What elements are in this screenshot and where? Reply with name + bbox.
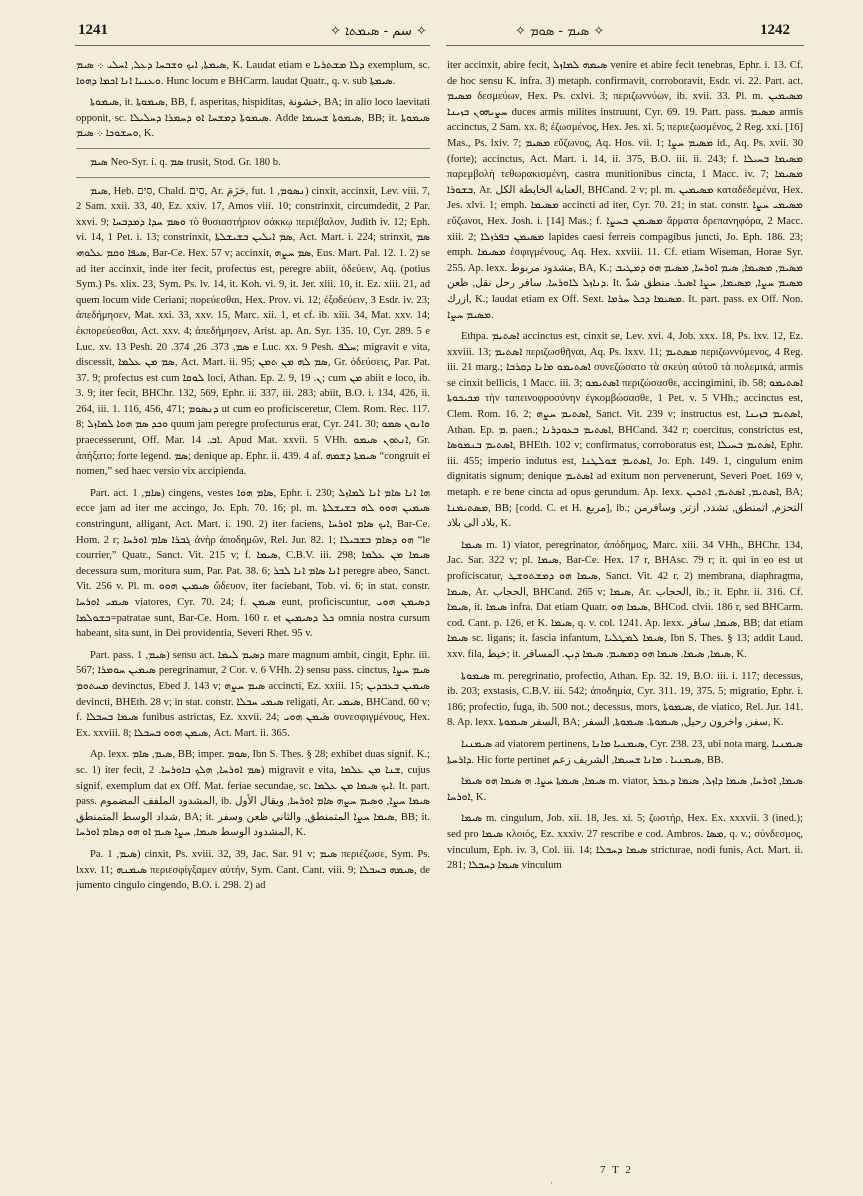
right-running-title: ✧ ܣܝܡ - ܣܘܡ ✧ bbox=[515, 24, 605, 39]
entry-paragraph: ܣܝܡܢܝܐ ad viatorem pertinens, ܣܝܡܢܝܐ ܡܐܢܐ, Cyr. 238. 23, ubi nota marg. ܣܝܡܢܝܐ ܕܐܪܚܬܐ. Hic forte pertinet ܣܝܡܢܝܐ . ܡܐܢܐ ܫܚܝܡܐ, الشريف زعم, BB. bbox=[447, 738, 803, 766]
left-running-title: ✧ سم - ܣܝܡܬܐ ✧ bbox=[330, 24, 427, 39]
right-page-number: 1242 bbox=[760, 22, 790, 38]
entry-paragraph: ܣܝܡ Neo-Syr. i. q. ܣܡ trusit, Stod. Gr. 180 b. bbox=[90, 156, 281, 168]
entry-paragraph: Pa. ܣܝܡ, 1) cinxit, Ps. xviii. 32, 39, Jac. Sar. 91 v; ܣܝܡ περιέζωσε, Sym. Ps. lxxv. 11; ܣܝܡܢܗ περιεσφίγξαμεν αὐτήν, Sym. Cant. Cant. viii. 9; ܣܝܡܗ ܒܚܒܠܐ, de jumento cingulo cingendo, B.O. i. 298. 2) ad bbox=[76, 848, 430, 892]
entry-paragraph: iter accinxit, abire fecit, ܣܝܡܗ ܠܡܐܙܠ venire et abire fecit tenebras, Ephr. i. 13. Cf. de hoc sensu K. infra. 3) metaph. confirmavit, corroboravit, Esdr. vi. 22. Part. act. ܡܣܝܡ δεσμεύων, Hex. Ps. cxlvi. 3; περιζωννύων, ib. xvii. 33. Pl. m. ܡܣܝܡܝܢ ܚܨܝܗܘܢ ܒܙܝܢܐ duces armis milites instruunt, Cyr. 69. 19. Part. pass. ܡܣܝܡ armis accinctus, 2 Sam. xx. 8; ἐζωσμένος, Hex. Jes. xi. 5; περιεζωσμένος, 2 Reg. xxi. [16] Mas., Ps. lxiv. 7; ܡܣܝܡ εὔζωνος, Aq. Hos. vii. 1; ܡܣܝܡ ܚܨܐ id., Aq. Ps. xvii. 30 (forte); accinctus, Act. Mart. i. 14, ii. 375, B.O. iii. ii. 243; f. ܡܣܝܡܐ ܒܚܝܠܐ παρεμβολὴ τεθωρακισμένη, castra munitionibus cincta, 1 Macc. iv. 7; ܡܣܝܡܐ ܒܫܘܪܐ, Ar. العناية الخايطة الكل, BHCand. 2 v; pl. m. ܡܣܝܡܝܢ καταδεδεμένα, Hex. Jes. xlvi. 1; emph. ܡܣܝܡܐ accincti ad iter, Cyr. 70. 21; in stat. constr. ܡܣܝܡܝ ܚܨܐ εὔζωνοι, Hex. Josh. i. [14] Mas.; f. ܡܣܝܡܢ ܒܚܨܐ ἅρματα δρεπανηφόρα, 2 Macc. xiii. 2; ܡܣܝܡܢ ܒܦܪܙܠܐ lapides caesi ferreis compagibus juncti, Jo. Eph. 186. 23; emph. ܡܣܝܡܐ ἐσφιγμένους, Aq. Hex. xxviii. 11. Cf. etiam Wiseman, Horae Syr. 255. Ap. lexx. مشدود مربوط, BA, K.; ܡܣܝܡ, ܡܣܝܡܐ, ܣܝܡ ܐܘܪܚܐ, ܡܣܝܡ ܗܘ ܕܡܛܝܒ ܕܢܐܙܠ ܠܐܘܪܚܐ. سافر رحل نقل, ظعن. It. ܡܣܝܡ ܚܨܐ, ܡܣܝܡܐ, ܚܨܐ ܐܣܝܪ. منطق شدّ ازرك, K.; laudat etiam ex Off. Sext. ܡܣܝܡܐ ܕܟܠ ܚܪܡܐ. It. part. pass. ex Off. Non. ܡܣܝܡ ܚܨܐ. bbox=[447, 60, 803, 321]
entry-paragraph: ܣܝܡܘܬܐ, it. ܣܝܡܘܬܐ, BB, f. asperitas, hispiditas, خشونة, BA; in alio loco laevitati opponit, sc. ܣܝܡܘܬܐ ܕܡܫܚܐ ܐܘ ܕܚܡܪܐ ܕܚܠܝܠܐ. Adde ܣܝܡܘܬܐ ܫܚܝܡܐ, BB; it. ܣܝܡܘܬܐ ܘܚܫܘܟܐ ܀ ܣܝܡ, K. bbox=[76, 97, 430, 140]
signature-mark: 7 T 2 bbox=[600, 1164, 633, 1176]
entry-paragraph: Ap. lexx. ܣܝܡ, ܣܐܡ, BB; imper. ܣܘܡ, Ibn S. Thes. § 28; exhibet duas signif. K.; sc. 1) iter fecit, ܣܡ ܐܘܪܚܐ, ܗܠܟ ܒܐܘܪܚܐ. 2) migravit e vita, ܫܢܐ ܡܢ ܥܠܡܐ, cujus signif. exemplum dat ex Off. Mat. feriae secundae, sc. ܐܝܟ ܣܝܡܐ ܡܢ ܥܠܡܐ. It. part. pass. المشدود الملفف المضموم, ib. ܣܝܡܐ ܚܨܐ, ܘܣܝܡ ܚܨܗ ܣܐܡ ܐܘܪܚܐ, ويقال الأول شداد الوسط المتمنطق, BA; it. ܣܝܡܐ ܚܨܐ المتمنطق, والثاني ظعن وسفر, BB; it. المشدود الوسط ܣܝܡܐ, ܚܨܐ ܣܝܡ ܐܘ ܗܘ ܕܣܐܡ ܐܘܪܚܐ, K. bbox=[76, 749, 430, 839]
entry-paragraph: ܣܝܡܬܐ, ܐܝܟ ܘܫܒܚܐ ܕܥܠ, ܐܚܠܝ ܀ ܣܝܡ, K. Laudat etiam e ܕܠܐ ܡܫܬܪܝܐ exemplum, sc. ܘܥܢܝܐ ܐܢܐ ܐܟܡܐ ܕܗܘܐ. Hunc locum e BHCarm. laudat Quatr., q. v. sub ܣܝܡܬܐ. bbox=[76, 60, 430, 87]
entry-paragraph: ܣܝܡܐ, ܣܝܡܬܐ ܚܨܐ. ܗ ܣܝܡܐ ܗܘ ܣܝܡܐ m. viator, ܣܝܡܐ, ܐܘܪܚܐ, ܣܝܡܐ ܕܐܙܠ, ܣܝܡܐ ܕܥܒܪ ܐܘܪܚܐ, K. bbox=[447, 776, 803, 803]
entry-paragraph: ܣܝܡܘܬܐ m. peregrinatio, profectio, Athan. Ep. 32. 19, B.O. iii. i. 117; decessus, ib. 203; exstasis, C.B.V. iii. 542; ἀποδημία, Cyr. 311. 19, 375. 5; migratio, Ephr. i. 186; profectio, fuga, ib. 500 not.; decessus, mors, ܣܝܡܘܬܐ, de viatico, Rel. Jur. 141. 8. Ap. lexx. السفر ܣܝܡܘܬܐ, BA; سفر, واخرون رحيل, ܣܝܡܘܬܐ. ܣܝܡܘܬܐ, السفر, K. bbox=[447, 670, 803, 729]
left-column bbox=[76, 58, 430, 1158]
entry-paragraph: ܣܝܡܐ m. 1) viator, peregrinator, ἀπόδημος, Marc. xiii. 34 VHh., BHChr. 134, Jac. Sar. 322 v; pl. ܣܝܡܐ, Bar-Ce. Hex. 17 r, BHAsc. 79 r; it. qui in eo est ut proficiscatur, ܣܝܡܐ ܗܘ ܕܡܫܬܘܫܛ, Sanct. Vit. 42 r. 2) membrana, diaphragma, ܣܝܡܐ, Ar. الحجاب, BHCand. 265 v; ܣܝܡܐ, Ar. الحجاب, ib.; it. Ephr. ii. 316. Cf. ܣܝܡܐ, it. ܣܝܡܐ infra. Dat etiam Quatr. ܣܝܡܐ ܗܘ, BHCod. clvii. 186 r, sed BHCarm. cod. Cant. p. 126, et K. ܣܝܡܐ, q. v. col. 1241. Ap. lexx. ܣܝܡܐ, سافر, BB; dat etiam ܣܝܡܐ sc. ligans; it. fascia infantum, ܣܝܡܐ ܠܡܛܠܝܐ, Ibn S. Thes. § 13; addit Laud. xxv. fila, خيط; it. ܣܝܡܐ, ܣܝܡܐ. ܣܝܡܐ ܗܘ ܕܡܣܝܡ. ܣܝܡܐ ܕܝܢ. المسافر, K. bbox=[447, 539, 803, 660]
right-column bbox=[447, 58, 803, 1158]
entry-paragraph: Ethpa. ܐܣܬܝܡ accinctus est, cinxit se, Lev. xvi. 4, Job. xxx. 18, Ps. lxv. 12, Ez. xxviii. 13; ܐܣܬܝܡ περιζωσθῆναι, Aq. Ps. lxxv. 11; ܡܣܬܝܡ περιζωννύμενος, 4 Reg. iii. 21 marg.; ܐܣܬܝܡܘ ܡܐܢܐ ܕܩܪܒܐ συνεζώσατο τὰ σκεύη αὐτοῦ τὰ πολεμικά, armis se cinxit bellicis, 1 Macc. iii. 3; ܐܣܬܝܡܘ περιζώσασθε, accingimini, ib. 58; ܐܣܬܝܡܘ ܡܟܝܟܘܬܐ τὴν ταπεινοφροσύνην ἐγκομβώσασθε, 1 Pet. v. 5 VHh.; accinctus est, Clem. Rom. 16. 2; ܐܣܬܝܡ ܚܨܗ, Sanct. Vit. 239 v; instructus est, ܐܣܬܝܡ ܒܙܝܢܐ, Athan. Ep. ܡ. paen.; ܐܣܬܝܡ ܒܥܘܕܪܢܐ, BHCand. 342 r; coercitus, constrictus est, ܐܣܬܝܡ ܒܢܡܘܣܐ, BHEth. 102 v; confirmatus, corroboratus est, ܐܣܬܝܡ ܒܚܝܠܐ, Ephr. iii. 455; imperio indutus est, ܐܣܬܝܡ ܫܘܠܛܢܐ, Jo. Eph. 149. 1, cingulum enim dignitatis signum; denique ܐܣܬܝܡ ad exitum non pervenerunt, Severi Poet. 169 v, metaph. e re bene cincta ad opus gerundum. Ap. lexx. ܐܣܬܝܡ, ܐܣܬܝܡ, ܐܬܟܝܢ, BA; ܡܣܬܝܡܢܐ, BB; [codd. C. et H. مربع], ib.; التحزم, اتمنطق, تشدد, ازتر, وسافرمن بلاد الى بلاد, K. bbox=[447, 331, 803, 530]
entry-divider bbox=[76, 148, 430, 149]
entry-paragraph: Part. pass. ܣܝܡ, 1) sensu act. ܕܣܝܡ ܠܝܡܐ mare magnum ambit, cingit, Ephr. iii. 567; ܣܝܡܝܢ ܚܘܡܪܐ peregrinamur, 2 Cor. v. 6 VHh. 2) sensu pass. cinctus, ܣܝܡ ܚܨܐ ܡܚܬܘܡ devinctus, Ebed J. 143 v; ܣܝܡ ܚܨܗ accincti, Ez. xxiii. 15; ܣܝܡܝܢ ܒܥܒܕܝܢ devincti, BHEth. 28 v; in stat. constr. ܣܝܡܝ ܚܒܠܐ religati, Ar. ܣܝܡܝ, BHCand. 60 v; f. ܣܝܡܐ ܒܚܒܠܐ funibus astrictas, Ez. xxvii. 24; ܣܝܡܢ ܗܘܝ συνεσφιγμένους, Hex. Ex. xxviii. 8; ܣܝܡܢ ܗܘܘ ܒܚܒܠܐ, Act. Mart. ii. 365. bbox=[76, 649, 430, 739]
center-dot: · bbox=[550, 1178, 553, 1188]
entry-divider bbox=[76, 177, 430, 178]
left-page-number: 1241 bbox=[78, 22, 108, 38]
entry-paragraph: Part. act. ܣܐܡ, 1) cingens, vestes ܣܐܡ ܗܘܐ, Ephr. i. 230; ܗܐ ܐܢܐ ܣܐܡ ܐܢܐ ܠܡܐܙܠ ecce jam ad iter me accingo, Jo. Eph. 70. 16; pl. m. ܣܝܡܝܢ ܗܘܘ ܠܗ ܒܫܝܫܠܬܐ constringunt, alligant, Act. Mart. i. 190. 2) iter faciens, ܐܝܟ ܣܐܡ ܐܘܪܚܐ, Bar-Ce. Hom. 2 r; ܓܒܪܐ ܣܐܡ ܐܘܪܚܐ ἀνὴρ ἀποδημῶν, Rel. Jur. 82. 1; ܗܘ ܕܣܐܡ ܒܫܒܝܠܐ “le courrier,” Quatr., Sanct. Vit. 215 v; f. ܣܝܡܐ, C.B.V. iii. 298; ܣܝܡܐ ܡܢ ܥܠܡܐ decessura sum, moritura sum, Par. Pat. 38. 6; ܐܢܐ ܣܐܡ ܐܢܐ ܠܒܪ peregre abeo, Sanct. Vit. 256 v. Pl. m. ܣܝܡܝܢ ܗܘܘ ὥδευον, iter faciebant, Tob. vi. 6; in stat. constr. ܣܝܡܝ ܐܘܪܚܐ viatores, Cyr. 70. 24; f. ܣܝܡܢ eunt, proficiscuntur, ܕܣܝܡܢ ܗܘܝ ܒܫܘܠܡܐ=patratae sunt, Bar-Ce. Hom. 160 r. et ܟܠ ܕܣܝܡܝܢ omnia nostra cursum habeant, sita sunt, in Dei providentia, Severi Rhet. 95 v. bbox=[76, 487, 430, 640]
entry-paragraph: ܣܝܡ, Heb. סִים, Chald. סִים, Ar. حَزَمَ, fut. ܢܣܘܡ, 1) cinxit, accinxit, Lev. viii. 7, 2 Sam. xxii. 33, 40, Ez. xxiv. 17, Amos viii. 10; constrinxit, circumdedit, 2 Par. xxvi. 9; ܘܣܡ ܚܕܐ ܕܡܕܒܚܐ τὸ θυσιαστήριον σάκκῳ περιέβαλον, Judith iv. 12; Eph. vi. 14, 1 Pet. i. 13; constrinxit, ܣܡ ܐܝܠܝܢ ܒܫܝܫܠܬܐ, Act. Mart. i. 224; strinxit, ܣܡ ܣܝܦܐ ܘܩܡ ܥܠܘܗܝ, Bar-Ce. Hex. 57 v; accinxit, ܣܡ ܚܨܗ, Eus. Mart. Pal. 12. 1. 2) se ad iter accinxit, inde iter fecit, profectus est, peregre abiit, ὁδεύειν, Aq. (potius Sym.) Ps. xlix. 23, Sym. Ps. lv. 14, it. Koh. vi. 9, it. Jer. xiii. 10, it. Ez. xiii. 21, ad quem locum vide Ceriani; πορεύεσθαι, Hex. Prov. vi. 12; ἐξοδεύειν, 3 Esdr. iv. 23; ἀπεδήμησεν, Mat. xxi. 33, xxv. 15, Marc. xii. 1, et cf. ib. xiii. 34, Mat. xxv. 14; ἐκπορεύεσθαι, Act. xxv. 4; ἀπεδήμησεν, Arist. ap. An. Syr. 135. 10, Cyr. 289. 5 e Luc. xv. 13 Pesh. ܣܡ, 373. 26, 374. 20 e Luc. xx. 9 Pesh. ܚܠܦ; migravit e vita, discessit, ܣܡ ܡܢ ܥܠܡܐ, Act. Mart. ii. 95; ܣܡ ܠܗ ܡܢ ܬܡܢ, Gr. ὁδεύσεις, Par. Pat. 37. 9; profectus est cum ܠܘܩܐ loci, Athan. Ep. 2. 9, ܢ. 19; cum ܡܢ abiit e loco, ib. 3. 9; iter fecit, BHChr. 132, 569, Ephr. ii. 337, iii. 283; abiit, B.O. i. 134, 426, ii. 264, iii. 1. 116, 456, 471; ܕܢܣܘܡ ut cum eo proficisceretur, Clem. Rom. Rec. 117. 8; ܘܟܕ ܣܡ ܗܘܐ ܠܡܐܙܠ quum jam peregre profecturus erat, Cyr. 241. 30; ܘܐܢܘܢ ܣܡܘ praecesserunt, Off. Mar. ܐܒ. 14. Apud Mat. xxvii. 5 VHh. ܐܢܬܘܢ ܣܝܡܘ, Gr. ἀπήξατο; forte legend. ܣܡ; denique ap. Ephr. ii. 439. 4 af. ܣܝܡܬܐ ܕܫܡܗ “congruit ei nomen,” sed haec versio vix accipienda. bbox=[76, 185, 430, 478]
header-rule-left bbox=[75, 45, 430, 46]
entry-paragraph: ܣܝܡܐ m. cingulum, Job. xii. 18, Jes. xi. 5; ζωστήρ, Hex. Ex. xxxvii. 3 (ined.); sed pro ܣܝܡܐ κλοιός, Ez. xxxiv. 27 rescribe e cod. Ambros. ܡܣܐ, q. v.; σύνδεσμος, vinculum, Eph. iv. 3, Col. iii. 14; ܣܝܡܐ ܕܚܒܠܐ stricturae, nodi funis, Act. Mart. ii. 281; ܣܝܡܐ ܕܚܒܠܐ vinculum bbox=[447, 813, 803, 872]
header-rule-right bbox=[446, 45, 804, 46]
